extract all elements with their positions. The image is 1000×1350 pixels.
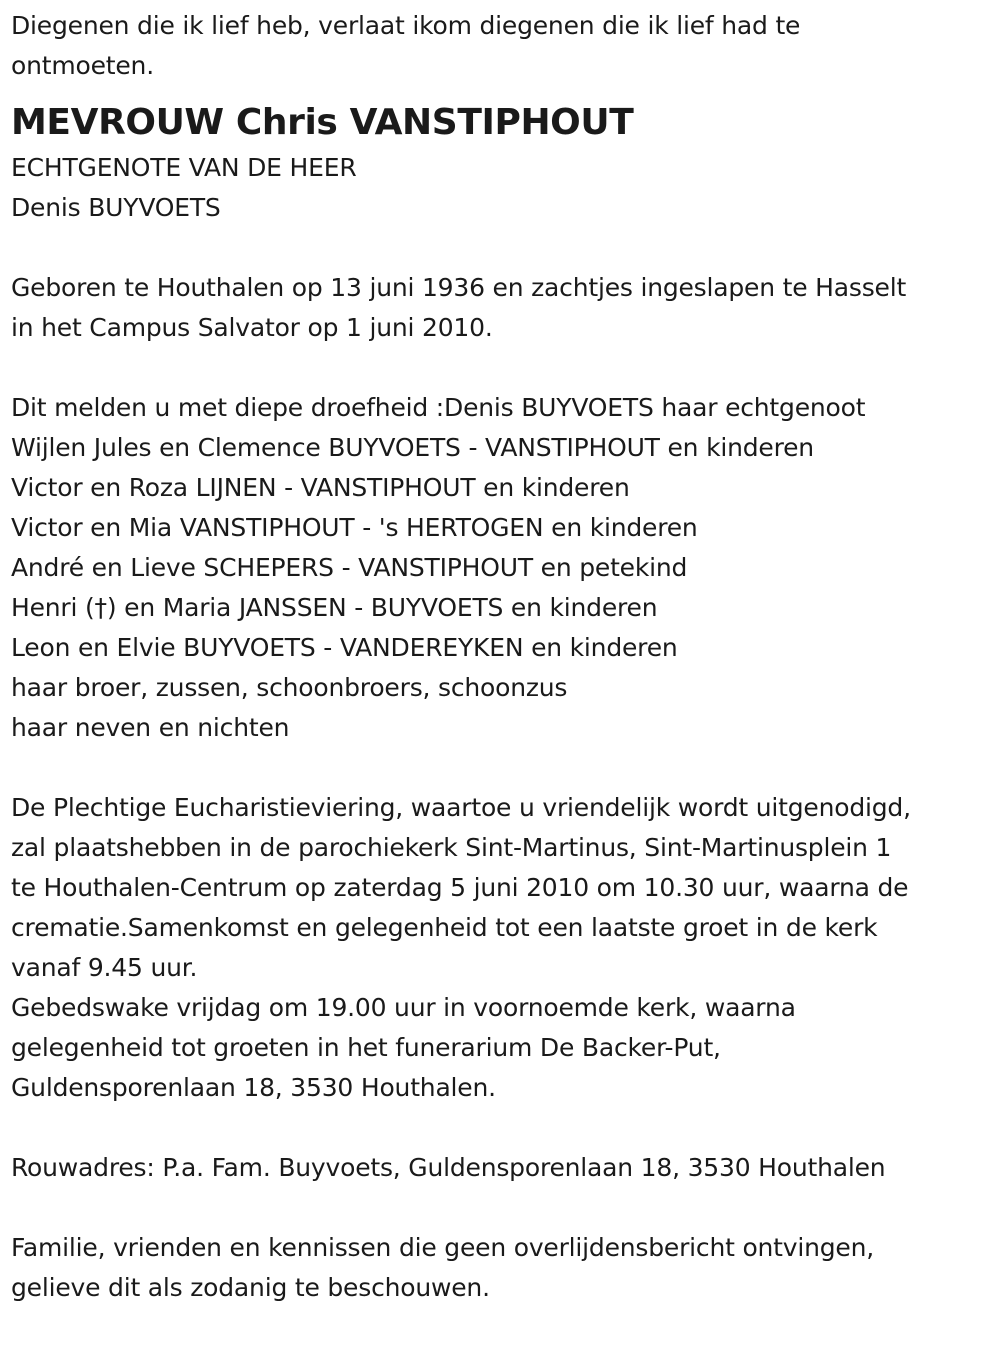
spouse-name: Denis BUYVOETS [11,193,221,222]
ceremony-line: gelegenheid tot groeten in het funerarium De Backer-Put, [11,1033,721,1062]
ceremony-line: Guldensporenlaan 18, 3530 Houthalen. [11,1073,496,1102]
ceremony-line: te Houthalen-Centrum op zaterdag 5 juni 2010 om 10.30 uur, waarna de [11,873,909,902]
spacer [11,1188,991,1228]
spacer [11,348,991,388]
closing-line-1: Familie, vrienden en kennissen die geen overlijdensbericht ontvingen, [11,1233,875,1262]
mourner-line: Leon en Elvie BUYVOETS - VANDEREYKEN en kinderen [11,633,678,662]
mourner-line: Victor en Roza LIJNEN - VANSTIPHOUT en kinderen [11,473,630,502]
mourner-line: haar broer, zussen, schoonbroers, schoonzus [11,673,568,702]
birth-line-2: in het Campus Salvator op 1 juni 2010. [11,313,493,342]
ceremony-line: Gebedswake vrijdag om 19.00 uur in voornoemde kerk, waarna [11,993,796,1022]
intro-line-2: ontmoeten. [11,51,154,80]
mourner-line: Dit melden u met diepe droefheid :Denis BUYVOETS haar echtgenoot [11,393,866,422]
deceased-name: MEVROUW Chris VANSTIPHOUT [11,102,634,143]
ceremony-line: vanaf 9.45 uur. [11,953,198,982]
mourner-line: haar neven en nichten [11,713,290,742]
spacer [11,1108,991,1148]
closing-line-2: gelieve dit als zodanig te beschouwen. [11,1273,490,1302]
mourner-line: Wijlen Jules en Clemence BUYVOETS - VANSTIPHOUT en kinderen [11,433,814,462]
mourner-line: Victor en Mia VANSTIPHOUT - 's HERTOGEN en kinderen [11,513,698,542]
ceremony-details [11,788,991,1108]
mourner-line: André en Lieve SCHEPERS - VANSTIPHOUT en petekind [11,553,688,582]
spacer [11,228,991,268]
mourners-list [11,388,991,748]
spouse-label: ECHTGENOTE VAN DE HEER [11,153,357,182]
mourner-line: Henri (†) en Maria JANSSEN - BUYVOETS en kinderen [11,593,658,622]
birth-line-1: Geboren te Houthalen op 13 juni 1936 en zachtjes ingeslapen te Hasselt [11,273,907,302]
spacer [11,748,991,788]
ceremony-line: zal plaatshebben in de parochiekerk Sint-Martinus, Sint-Martinusplein 1 [11,833,892,862]
ceremony-line: crematie.Samenkomst en gelegenheid tot een laatste groet in de kerk [11,913,878,942]
intro-line-1: Diegenen die ik lief heb, verlaat ikom diegenen die ik lief had te [11,11,801,40]
mourning-address: Rouwadres: P.a. Fam. Buyvoets, Guldensporenlaan 18, 3530 Houthalen [11,1153,886,1182]
obituary-notice [11,6,991,1308]
ceremony-line: De Plechtige Eucharistieviering, waartoe u vriendelijk wordt uitgenodigd, [11,793,911,822]
